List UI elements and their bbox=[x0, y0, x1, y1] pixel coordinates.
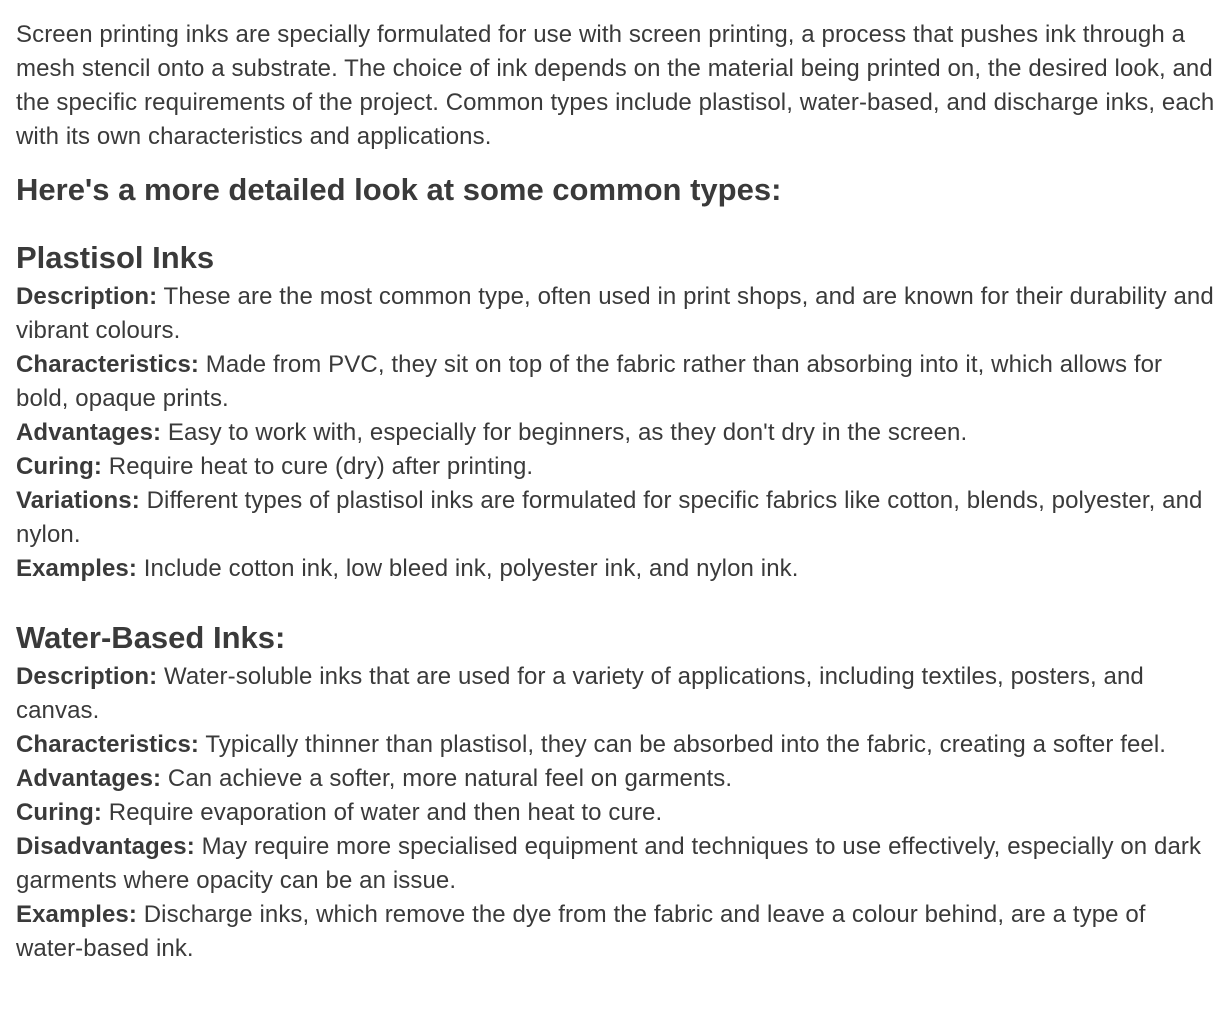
field-text: Can achieve a softer, more natural feel on garments. bbox=[161, 765, 733, 792]
field-advantages bbox=[16, 416, 1216, 450]
field-text: Require heat to cure (dry) after printing. bbox=[102, 453, 534, 480]
field-label: Advantages: bbox=[16, 765, 162, 792]
field-text: These are the most common type, often used in print shops, and are known for their durability and vibrant colours. bbox=[16, 283, 1214, 344]
intro-paragraph: Screen printing inks are specially formulated for use with screen printing, a process that pushes ink through a mesh stencil onto a substrate. The choice of ink depends on the material being printed on, the desired look, and the specific requirements of the project. Common types include plastisol, water-based, and discharge inks, each with its own characteristics and applications. bbox=[16, 21, 1215, 150]
field-description bbox=[16, 660, 1216, 728]
field-text: Include cotton ink, low bleed ink, polyester ink, and nylon ink. bbox=[136, 555, 799, 582]
field-advantages bbox=[16, 762, 1216, 796]
field-text: Easy to work with, especially for beginners, as they don't dry in the screen. bbox=[161, 419, 968, 446]
overview-heading: Here's a more detailed look at some common types: bbox=[16, 172, 782, 207]
field-label: Description: bbox=[16, 663, 158, 690]
field-curing bbox=[16, 450, 1216, 484]
field-characteristics bbox=[16, 728, 1216, 762]
field-curing bbox=[16, 796, 1216, 830]
field-label: Examples: bbox=[16, 555, 137, 582]
section-heading: Plastisol Inks bbox=[16, 240, 215, 275]
field-examples bbox=[16, 898, 1216, 966]
field-text: Water-soluble inks that are used for a variety of applications, including textiles, posters, and canvas. bbox=[16, 663, 1144, 724]
field-label: Advantages: bbox=[16, 419, 162, 446]
field-label: Curing: bbox=[16, 453, 103, 480]
field-text: May require more specialised equipment and techniques to use effectively, especially on dark garments where opacity can be an issue. bbox=[16, 833, 1202, 894]
field-label: Disadvantages: bbox=[16, 833, 195, 860]
field-examples bbox=[16, 552, 1216, 586]
field-characteristics bbox=[16, 348, 1216, 416]
field-text: Require evaporation of water and then heat to cure. bbox=[102, 799, 663, 826]
field-label: Variations: bbox=[16, 487, 140, 514]
field-text: Different types of plastisol inks are formulated for specific fabrics like cotton, blends, polyester, and nylon. bbox=[16, 487, 1203, 548]
section-heading: Water-Based Inks: bbox=[16, 620, 286, 655]
field-text: Discharge inks, which remove the dye from the fabric and leave a colour behind, are a type of water-based ink. bbox=[16, 901, 1146, 962]
field-disadvantages bbox=[16, 830, 1216, 898]
field-variations bbox=[16, 484, 1216, 552]
field-label: Description: bbox=[16, 283, 158, 310]
field-label: Characteristics: bbox=[16, 351, 200, 378]
field-text: Typically thinner than plastisol, they can be absorbed into the fabric, creating a softer feel. bbox=[199, 731, 1167, 758]
field-description bbox=[16, 280, 1216, 348]
field-label: Curing: bbox=[16, 799, 103, 826]
field-label: Characteristics: bbox=[16, 731, 200, 758]
section-plastisol bbox=[16, 240, 1216, 586]
field-label: Examples: bbox=[16, 901, 137, 928]
field-text: Made from PVC, they sit on top of the fabric rather than absorbing into it, which allows for bold, opaque prints. bbox=[16, 351, 1163, 412]
section-water-based bbox=[16, 620, 1216, 966]
